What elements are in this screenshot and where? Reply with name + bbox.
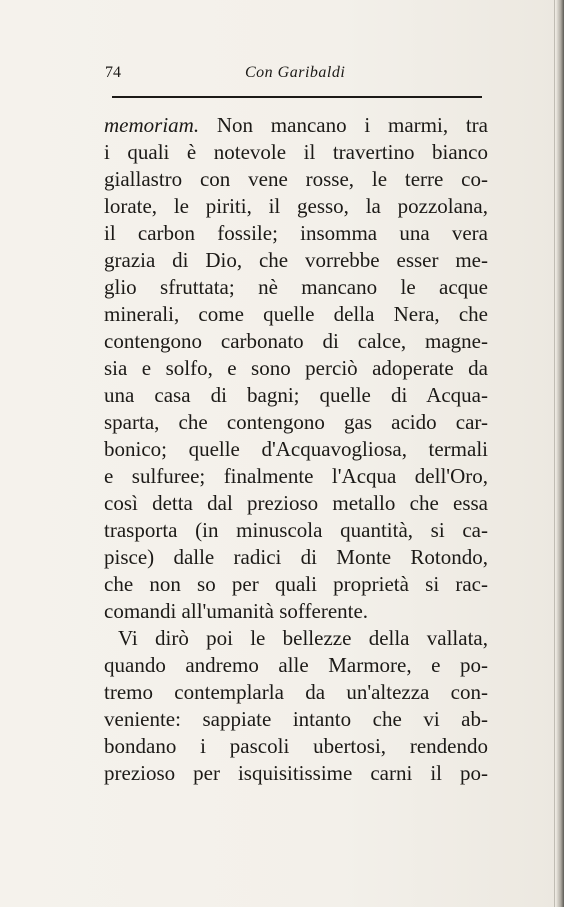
text-line: trasporta (in minuscola quantità, si ca- bbox=[104, 518, 488, 542]
text-line: bonico; quelle d'Acquavogliosa, termali bbox=[104, 437, 488, 461]
text-line-rest: Non mancano i marmi, tra bbox=[199, 113, 488, 137]
running-head: Con Garibaldi bbox=[245, 64, 346, 81]
page-edge-shadow bbox=[556, 0, 564, 907]
text-line: contengono carbonato di calce, magne- bbox=[104, 329, 488, 353]
text-line: quando andremo alle Marmore, e po- bbox=[104, 653, 488, 677]
italic-lead: memoriam. bbox=[104, 113, 200, 137]
text-line: bondano i pascoli ubertosi, rendendo bbox=[104, 734, 488, 758]
text-line: prezioso per isquisitissime carni il po- bbox=[104, 761, 488, 785]
text-line bbox=[104, 112, 488, 139]
body-text bbox=[104, 112, 488, 787]
text-line: il carbon fossile; insomma una vera bbox=[104, 221, 488, 245]
text-line: lorate, le piriti, il gesso, la pozzolana, bbox=[104, 194, 488, 218]
text-line: che non so per quali proprietà si rac- bbox=[104, 572, 488, 596]
text-line: sia e solfo, e sono perciò adoperate da bbox=[104, 356, 488, 380]
page-number: 74 bbox=[105, 64, 121, 81]
text-line: veniente: sappiate intanto che vi ab- bbox=[104, 707, 488, 731]
page-header bbox=[105, 64, 483, 88]
text-line: grazia di Dio, che vorrebbe esser me- bbox=[104, 248, 488, 272]
text-line: e sulfuree; finalmente l'Acqua dell'Oro, bbox=[104, 464, 488, 488]
text-line: glio sfruttata; nè mancano le acque bbox=[104, 275, 488, 299]
text-line: Vi dirò poi le bellezze della vallata, bbox=[118, 626, 488, 650]
text-line: comandi all'umanità sofferente. bbox=[104, 599, 369, 623]
text-line: i quali è notevole il travertino bianco bbox=[104, 140, 488, 164]
text-line: così detta dal prezioso metallo che essa bbox=[104, 491, 488, 515]
text-line: pisce) dalle radici di Monte Rotondo, bbox=[104, 545, 488, 569]
text-line: tremo contemplarla da un'altezza con- bbox=[104, 680, 488, 704]
page-edge-shadow-line bbox=[554, 0, 555, 907]
text-line: una casa di bagni; quelle di Acqua- bbox=[104, 383, 488, 407]
header-rule bbox=[112, 96, 482, 98]
text-line: giallastro con vene rosse, le terre co- bbox=[104, 167, 488, 191]
text-line: sparta, che contengono gas acido car- bbox=[104, 410, 488, 434]
text-line: minerali, come quelle della Nera, che bbox=[104, 302, 488, 326]
